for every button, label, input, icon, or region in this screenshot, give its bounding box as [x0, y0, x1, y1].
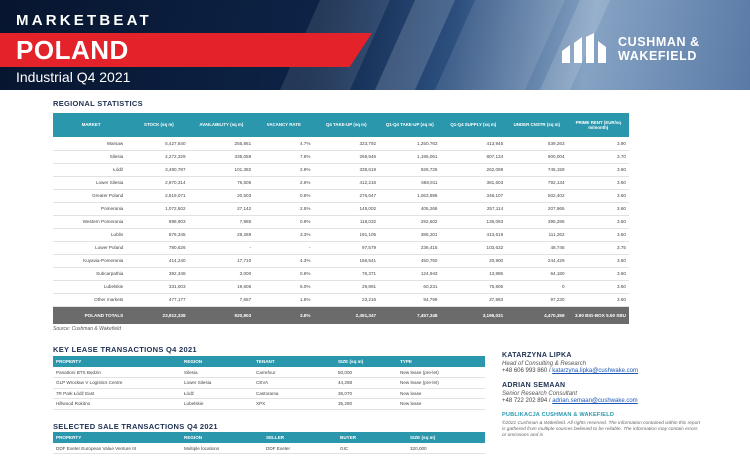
table-cell: Other markets	[53, 293, 129, 306]
table-cell: 4.3%	[254, 254, 313, 267]
table-row	[53, 267, 629, 280]
table-cell: 7.8%	[254, 150, 313, 163]
table-cell: 4,272,329	[129, 150, 188, 163]
table-cell: 3.70	[568, 150, 629, 163]
table-cell: 3.60	[568, 202, 629, 215]
table-cell: 2.9%	[254, 163, 313, 176]
table-cell: Hillwood Rokitno	[53, 399, 181, 410]
publication-title: PUBLIKACJA CUSHMAN & WAKEFIELD	[502, 412, 615, 418]
table-cell: 20,503	[189, 189, 255, 202]
table-cell: XPX	[253, 399, 335, 410]
contacts-panel	[502, 352, 702, 438]
table-cell: 111,262	[506, 228, 567, 241]
table-cell: New lease (pre-let)	[397, 378, 485, 389]
table-cell: 876,345	[129, 228, 188, 241]
sale-transactions-title: SELECTED SALE TRANSACTIONS Q4 2021	[53, 422, 218, 431]
table-row	[53, 280, 629, 293]
source-note: Source: Cushman & Wakefield	[53, 326, 121, 332]
table-cell: Lower Silesia	[53, 176, 129, 189]
table-cell: Kuyavia-Pomerania	[53, 254, 129, 267]
table-cell: Western Pomerania	[53, 215, 129, 228]
header-banner	[0, 0, 750, 90]
column-header: BUYER	[337, 432, 407, 443]
table-cell: Lower Silesia	[181, 378, 253, 389]
table-row	[53, 163, 629, 176]
table-header-row	[53, 113, 629, 137]
sale-transactions-table	[53, 432, 485, 454]
table-row	[53, 137, 629, 150]
lease-transactions-table	[53, 356, 485, 410]
table-cell: 1,063,896	[379, 189, 440, 202]
table-cell: 2,619,071	[129, 189, 188, 202]
report-kicker: MARKETBEAT	[16, 12, 152, 29]
table-cell: 44,288	[335, 378, 397, 389]
table-cell: 3.60	[568, 280, 629, 293]
table-cell: 23,216	[313, 293, 379, 306]
table-cell: 0.8%	[254, 267, 313, 280]
table-cell: Multiple locations	[181, 443, 263, 454]
table-row	[53, 254, 629, 267]
table-cell: 405,266	[379, 202, 440, 215]
table-cell: 48,745	[506, 241, 567, 254]
table-header-row	[53, 356, 485, 367]
table-cell: Lower Poland	[53, 241, 129, 254]
total-row	[53, 306, 629, 324]
column-header: PROPERTY	[53, 432, 181, 443]
table-cell: 0	[506, 280, 567, 293]
logo-bars-icon	[560, 33, 612, 63]
table-cell: 900,004	[506, 150, 567, 163]
logo-line-1: CUSHMAN &	[618, 35, 700, 49]
column-header: AVAILABILITY (sq m)	[189, 113, 255, 137]
table-cell: 3.60	[568, 176, 629, 189]
table-cell: 145,002	[313, 202, 379, 215]
table-cell: CEVA	[253, 378, 335, 389]
column-header: Q4 TAKE-UP (sq m)	[313, 113, 379, 137]
table-cell: 4.7%	[254, 137, 313, 150]
table-cell: 3.60	[568, 267, 629, 280]
table-cell: 64,180	[506, 267, 567, 280]
column-header: REGION	[181, 356, 253, 367]
contact-email-link[interactable]: adrian.semaan@cushwake.com	[552, 398, 638, 404]
column-header: PRIME RENT (EUR/sq m/month)	[568, 113, 629, 137]
table-cell: Panattoni BTS Będzin	[53, 367, 181, 378]
table-cell: 668,911	[379, 176, 440, 189]
table-cell: 348,107	[440, 189, 506, 202]
table-cell: 124,943	[379, 267, 440, 280]
table-cell: 502,402	[506, 189, 567, 202]
table-cell: 19,606	[189, 280, 255, 293]
table-row	[53, 443, 485, 454]
table-cell: Lubelskie	[181, 399, 253, 410]
table-cell: 3.75	[568, 241, 629, 254]
table-cell: Pomerania	[53, 202, 129, 215]
table-cell: 477,177	[129, 293, 188, 306]
table-cell: DDF Exeter European Value Venture III	[53, 443, 181, 454]
table-cell: 2.6%	[254, 176, 313, 189]
contact-phone: +48 606 993 860 /	[502, 368, 551, 374]
table-cell: 76,505	[189, 176, 255, 189]
table-cell: 13,895	[440, 267, 506, 280]
table-cell: GLP Wrocław V Logistics Centre	[53, 378, 181, 389]
regional-statistics-table	[53, 113, 629, 324]
table-cell: 75,805	[440, 280, 506, 293]
table-cell: 780,626	[129, 241, 188, 254]
table-cell: 450,750	[379, 254, 440, 267]
table-cell: 3.8%	[254, 306, 313, 324]
column-header: REGION	[181, 432, 263, 443]
table-cell: 136,093	[440, 215, 506, 228]
table-cell: 29,891	[313, 280, 379, 293]
table-cell: 323,792	[313, 137, 379, 150]
table-cell: 381,603	[440, 176, 506, 189]
column-header: TYPE	[397, 356, 485, 367]
table-cell: 7,986	[189, 215, 255, 228]
table-cell: 244,429	[506, 254, 567, 267]
copyright-notice: ©2021 Cushman & Wakefield. All rights reserved. The information contained within this report is gathered from multiple sources believed to be reliable. The information may contain errors or omissions and is	[502, 421, 701, 438]
lease-transactions-title: KEY LEASE TRANSACTIONS Q4 2021	[53, 345, 197, 354]
table-row	[53, 189, 629, 202]
table-cell: 395,286	[506, 215, 567, 228]
column-header: VACANCY RATE	[254, 113, 313, 137]
table-cell: 101,382	[189, 163, 255, 176]
table-cell: Greater Poland	[53, 189, 129, 202]
table-row	[53, 150, 629, 163]
table-cell: POLAND TOTALS	[53, 306, 129, 324]
page-subtitle: Industrial Q4 2021	[16, 69, 131, 85]
table-cell: 3.3%	[254, 228, 313, 241]
table-row	[53, 378, 485, 389]
table-cell: New lease (pre-let)	[397, 367, 485, 378]
table-cell: 3,000	[189, 267, 255, 280]
table-cell: 3.60	[568, 254, 629, 267]
table-cell: 118,032	[313, 215, 379, 228]
table-cell: 97,230	[506, 293, 567, 306]
contact-name: ADRIAN SEMAAN	[502, 382, 566, 389]
table-row	[53, 399, 485, 410]
table-cell: 0.8%	[254, 189, 313, 202]
column-header: Q1-Q4 TAKE-UP (sq m)	[379, 113, 440, 137]
logo-line-2: WAKEFIELD	[618, 49, 698, 63]
table-cell: 292,602	[379, 215, 440, 228]
column-header: SELLER	[263, 432, 337, 443]
table-cell: 1,072,502	[129, 202, 188, 215]
table-cell: New lease	[397, 388, 485, 399]
table-cell: 0.9%	[254, 215, 313, 228]
table-cell: 35,280	[335, 399, 397, 410]
table-cell: 3.60	[568, 189, 629, 202]
table-cell: 37,863	[440, 293, 506, 306]
contact-line	[502, 368, 702, 374]
table-cell: Castorama	[253, 388, 335, 399]
table-cell: Silesia	[181, 367, 253, 378]
cushman-wakefield-logo	[560, 33, 740, 65]
table-cell: 207,965	[506, 202, 567, 215]
table-cell: 36,070	[335, 388, 397, 399]
table-cell: Subcarpathia	[53, 267, 129, 280]
table-cell: 7R Park Łódź East	[53, 388, 181, 399]
table-cell: 17,710	[189, 254, 255, 267]
table-row	[53, 367, 485, 378]
table-cell: 23,912,338	[129, 306, 188, 324]
table-cell: 255,861	[189, 137, 255, 150]
table-cell: 898,903	[129, 215, 188, 228]
table-cell: -	[254, 241, 313, 254]
table-cell: 335,059	[189, 150, 255, 163]
table-cell: 1,250,763	[379, 137, 440, 150]
table-header-row	[53, 432, 485, 443]
column-header: MARKET	[53, 113, 129, 137]
table-cell: 3.60	[568, 293, 629, 306]
table-cell: 3,196,031	[440, 306, 506, 324]
table-row	[53, 228, 629, 241]
table-row	[53, 388, 485, 399]
table-row	[53, 241, 629, 254]
contact-card	[502, 382, 702, 404]
table-cell: 539,263	[506, 137, 567, 150]
table-cell: 191,105	[313, 228, 379, 241]
table-cell: 50,000	[335, 367, 397, 378]
contact-email-link[interactable]: katarzyna.lipka@cushwake.com	[552, 368, 639, 374]
table-cell: 1.6%	[254, 293, 313, 306]
column-header: UNDER CNSTR (sq m)	[506, 113, 567, 137]
table-cell: 60,231	[379, 280, 440, 293]
table-cell: 7,657	[189, 293, 255, 306]
table-cell: GIC	[337, 443, 407, 454]
table-cell: 3.60	[568, 228, 629, 241]
table-cell: 76,371	[313, 267, 379, 280]
contact-name: KATARZYNA LIPKA	[502, 352, 572, 359]
table-cell: 2,970,314	[129, 176, 188, 189]
contact-role: Head of Consulting & Research	[502, 361, 587, 367]
table-cell: 414,240	[129, 254, 188, 267]
table-cell: Lubelskie	[53, 280, 129, 293]
table-cell: 3.90 BIG-BOX 5.50 SBU	[568, 306, 629, 324]
page-title: POLAND	[16, 35, 129, 65]
table-cell: 3.60	[568, 215, 629, 228]
table-cell: 412,216	[313, 176, 379, 189]
column-header: Q1-Q4 SUPPLY (sq m)	[440, 113, 506, 137]
table-cell: 103,632	[440, 241, 506, 254]
column-header: SIZE (sq m)	[335, 356, 397, 367]
regional-statistics-title: REGIONAL STATISTICS	[53, 99, 143, 108]
table-cell: 3.60	[568, 163, 629, 176]
table-cell: 3,480,787	[129, 163, 188, 176]
table-cell: 2,451,347	[313, 306, 379, 324]
contact-phone: +48 722 202 894 /	[502, 398, 551, 404]
table-cell: 97,579	[313, 241, 379, 254]
table-cell: 7,457,348	[379, 306, 440, 324]
table-cell: 338,619	[313, 163, 379, 176]
table-cell: Carrefour	[253, 367, 335, 378]
column-header: TENANT	[253, 356, 335, 367]
table-row	[53, 215, 629, 228]
table-cell: 276,647	[313, 189, 379, 202]
table-cell: 920,903	[189, 306, 255, 324]
table-cell: 926,725	[379, 163, 440, 176]
table-cell: 413,945	[440, 137, 506, 150]
table-cell: 1,195,061	[379, 150, 440, 163]
column-header: PROPERTY	[53, 356, 181, 367]
table-cell: 29,289	[189, 228, 255, 241]
table-cell: 262,098	[440, 163, 506, 176]
table-cell: Silesia	[53, 150, 129, 163]
table-row	[53, 202, 629, 215]
table-cell: 3.90	[568, 137, 629, 150]
table-cell: Lublin	[53, 228, 129, 241]
table-cell: Łódź	[53, 163, 129, 176]
table-cell: DDF Exeter	[263, 443, 337, 454]
table-cell: 236,415	[379, 241, 440, 254]
table-cell: 807,134	[440, 150, 506, 163]
column-header: SIZE (sq m)	[407, 432, 485, 443]
table-cell: 6.0%	[254, 280, 313, 293]
table-cell: 392,348	[129, 267, 188, 280]
table-cell: 792,134	[506, 176, 567, 189]
table-cell: 269,946	[313, 150, 379, 163]
column-header: STOCK (sq m)	[129, 113, 188, 137]
table-cell: 5,427,640	[129, 137, 188, 150]
table-cell: Warsaw	[53, 137, 129, 150]
contact-line	[502, 398, 702, 404]
contact-role: Senior Research Consultant	[502, 391, 578, 397]
table-cell: Łódź	[181, 388, 253, 399]
table-cell: 20,900	[440, 254, 506, 267]
contact-card	[502, 352, 702, 374]
table-cell: -	[189, 241, 255, 254]
table-cell: 4,470,359	[506, 306, 567, 324]
table-cell: 745,159	[506, 163, 567, 176]
table-row	[53, 293, 629, 306]
table-cell: 413,619	[440, 228, 506, 241]
table-cell: 320,000	[407, 443, 485, 454]
table-cell: 156,541	[313, 254, 379, 267]
table-row	[53, 176, 629, 189]
table-cell: New lease	[397, 399, 485, 410]
logo-text	[618, 35, 700, 63]
table-cell: 94,799	[379, 293, 440, 306]
table-cell: 257,114	[440, 202, 506, 215]
table-cell: 331,003	[129, 280, 188, 293]
table-cell: 2.5%	[254, 202, 313, 215]
table-cell: 27,142	[189, 202, 255, 215]
table-cell: 386,201	[379, 228, 440, 241]
